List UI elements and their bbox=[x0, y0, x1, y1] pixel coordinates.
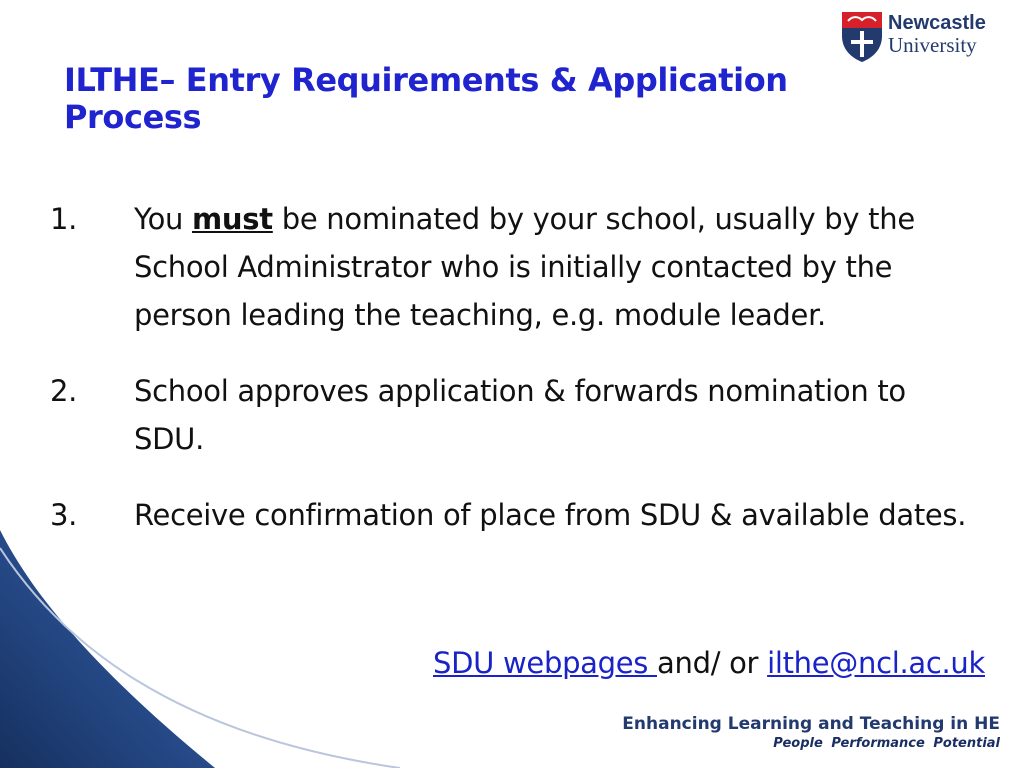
sdu-webpages-link[interactable]: SDU webpages bbox=[433, 646, 658, 680]
item-number: 2. bbox=[50, 374, 78, 408]
must-emphasis: must bbox=[192, 202, 273, 236]
contact-links bbox=[433, 643, 985, 683]
newcastle-university-logo bbox=[840, 10, 1020, 68]
logo-name-line1: Newcastle bbox=[888, 12, 986, 34]
university-crest-icon bbox=[840, 10, 884, 64]
item-text: School approves application & forwards nomination to SDU. bbox=[134, 374, 906, 456]
slide-title: ILTHE– Entry Requirements & Application Process bbox=[64, 61, 788, 136]
ilthe-email-link[interactable]: ilthe@ncl.ac.uk bbox=[767, 646, 985, 680]
requirements-list bbox=[50, 195, 980, 567]
item-number: 3. bbox=[50, 498, 78, 532]
footer-tagline: People Performance Potential bbox=[773, 736, 1000, 751]
item-text-rest: be nominated by your school, usually by the School Administrator who is initially contacted by the person leading the teaching, e.g. module leader. bbox=[134, 202, 915, 332]
footer-branding bbox=[622, 713, 1000, 753]
item-text-start: You bbox=[134, 202, 193, 236]
list-item-2 bbox=[50, 367, 980, 463]
footer-title: Enhancing Learning and Teaching in HE bbox=[622, 714, 1000, 734]
item-number: 1. bbox=[50, 202, 78, 236]
logo-name-line2: University bbox=[888, 33, 977, 57]
list-item-3 bbox=[50, 491, 980, 539]
item-text: Receive confirmation of place from SDU & available dates. bbox=[134, 498, 967, 532]
list-item-1 bbox=[50, 195, 980, 339]
links-connector: and/ or bbox=[657, 646, 768, 680]
